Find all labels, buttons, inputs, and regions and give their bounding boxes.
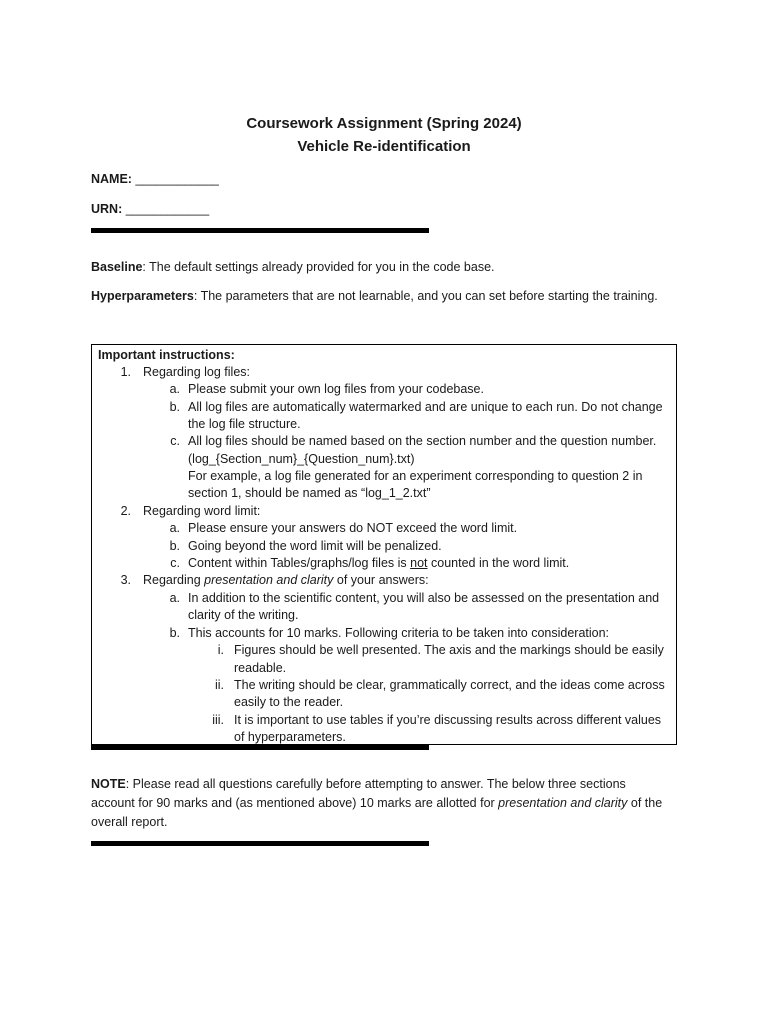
name-blank: ____________ bbox=[135, 172, 219, 186]
note-line bbox=[91, 775, 691, 794]
list-item-text bbox=[188, 555, 569, 572]
italic-phrase: presentation and clarity bbox=[204, 573, 334, 587]
text-segment: account for 90 marks and (as mentioned above) 10 marks are allotted for bbox=[91, 796, 499, 810]
list-item-text: It is important to use tables if you’re discussing results across different values bbox=[234, 713, 662, 727]
list-item-text: of hyperparameters. bbox=[234, 730, 346, 744]
divider-rule-2 bbox=[91, 745, 429, 750]
list-item-text: section 1, should be named as “log_1_2.txt” bbox=[188, 486, 431, 500]
list-item-text: This accounts for 10 marks. Following criteria to be taken into consideration: bbox=[188, 626, 610, 640]
baseline-text: : The default settings already provided for you in the code base. bbox=[142, 260, 495, 274]
list-item-text: (log_{Section_num}_{Question_num}.txt) bbox=[188, 452, 415, 466]
hyperparameters-text: : The parameters that are not learnable, and you can set before starting the training. bbox=[193, 289, 658, 303]
italic-phrase: presentation and clarity bbox=[498, 796, 628, 810]
list-roman: iii. bbox=[212, 713, 224, 727]
list-item-text: Figures should be well presented. The axis and the markings should be easily bbox=[234, 643, 664, 657]
underlined-word: not bbox=[410, 556, 428, 570]
instructions-box bbox=[91, 344, 677, 745]
note-line: overall report. bbox=[91, 815, 168, 829]
list-item-text: readable. bbox=[234, 661, 287, 675]
urn-label: URN: bbox=[91, 202, 123, 216]
list-item-text: The writing should be clear, grammatically correct, and the ideas come across bbox=[234, 678, 665, 692]
instructions-heading: Important instructions: bbox=[98, 348, 235, 362]
text-segment: : Please read all questions carefully before attempting to answer. The below three sections bbox=[125, 777, 626, 791]
text-segment: Content within Tables/graphs/log files is bbox=[188, 556, 411, 570]
baseline-term: Baseline bbox=[91, 260, 143, 274]
list-item-text: easily to the reader. bbox=[234, 695, 344, 709]
list-letter: b. bbox=[169, 400, 180, 414]
list-letter: b. bbox=[169, 626, 180, 640]
title-line-1: Coursework Assignment (Spring 2024) bbox=[246, 115, 522, 132]
hyperparameters-term: Hyperparameters bbox=[91, 289, 194, 303]
list-item-text: For example, a log file generated for an experiment corresponding to question 2 in bbox=[188, 469, 643, 483]
list-number: 3. bbox=[120, 573, 131, 587]
name-label: NAME: bbox=[91, 172, 132, 186]
text-segment: of the bbox=[627, 796, 663, 810]
list-letter: a. bbox=[169, 382, 180, 396]
list-item-text: Please ensure your answers do NOT exceed the word limit. bbox=[188, 521, 518, 535]
urn-field bbox=[91, 202, 209, 216]
list-letter: b. bbox=[169, 539, 180, 553]
divider-rule-3 bbox=[91, 841, 429, 846]
title-line-2: Vehicle Re-identification bbox=[297, 138, 471, 155]
list-letter: a. bbox=[169, 591, 180, 605]
list-roman: ii. bbox=[214, 678, 224, 692]
list-letter: c. bbox=[170, 434, 180, 448]
list-item-text: All log files are automatically watermarked and are unique to each run. Do not change bbox=[188, 400, 663, 414]
text-segment: Regarding bbox=[143, 573, 205, 587]
list-roman: i. bbox=[217, 643, 224, 657]
list-item-label: Regarding log files: bbox=[143, 365, 251, 379]
list-letter: c. bbox=[170, 556, 180, 570]
note-line bbox=[91, 794, 691, 813]
list-item-text: In addition to the scientific content, you will also be assessed on the presentation and bbox=[188, 591, 660, 605]
list-item-text: All log files should be named based on the section number and the question number. bbox=[188, 434, 657, 448]
text-segment: counted in the word limit. bbox=[427, 556, 570, 570]
divider-rule-1 bbox=[91, 228, 429, 233]
baseline-definition bbox=[91, 258, 691, 277]
list-item-text: clarity of the writing. bbox=[188, 608, 299, 622]
list-item-label bbox=[143, 572, 429, 589]
list-item-text: Please submit your own log files from your codebase. bbox=[188, 382, 484, 396]
list-item-label: Regarding word limit: bbox=[143, 504, 261, 518]
list-item-text: the log file structure. bbox=[188, 417, 301, 431]
list-letter: a. bbox=[169, 521, 180, 535]
note-paragraph bbox=[91, 775, 691, 832]
list-number: 1. bbox=[120, 365, 131, 379]
list-number: 2. bbox=[120, 504, 131, 518]
list-item-text: Going beyond the word limit will be penalized. bbox=[188, 539, 442, 553]
name-field bbox=[91, 172, 219, 186]
note-term: NOTE bbox=[91, 777, 126, 791]
urn-blank: ____________ bbox=[125, 202, 210, 216]
text-segment: of your answers: bbox=[333, 573, 429, 587]
hyperparameters-definition bbox=[91, 287, 711, 306]
